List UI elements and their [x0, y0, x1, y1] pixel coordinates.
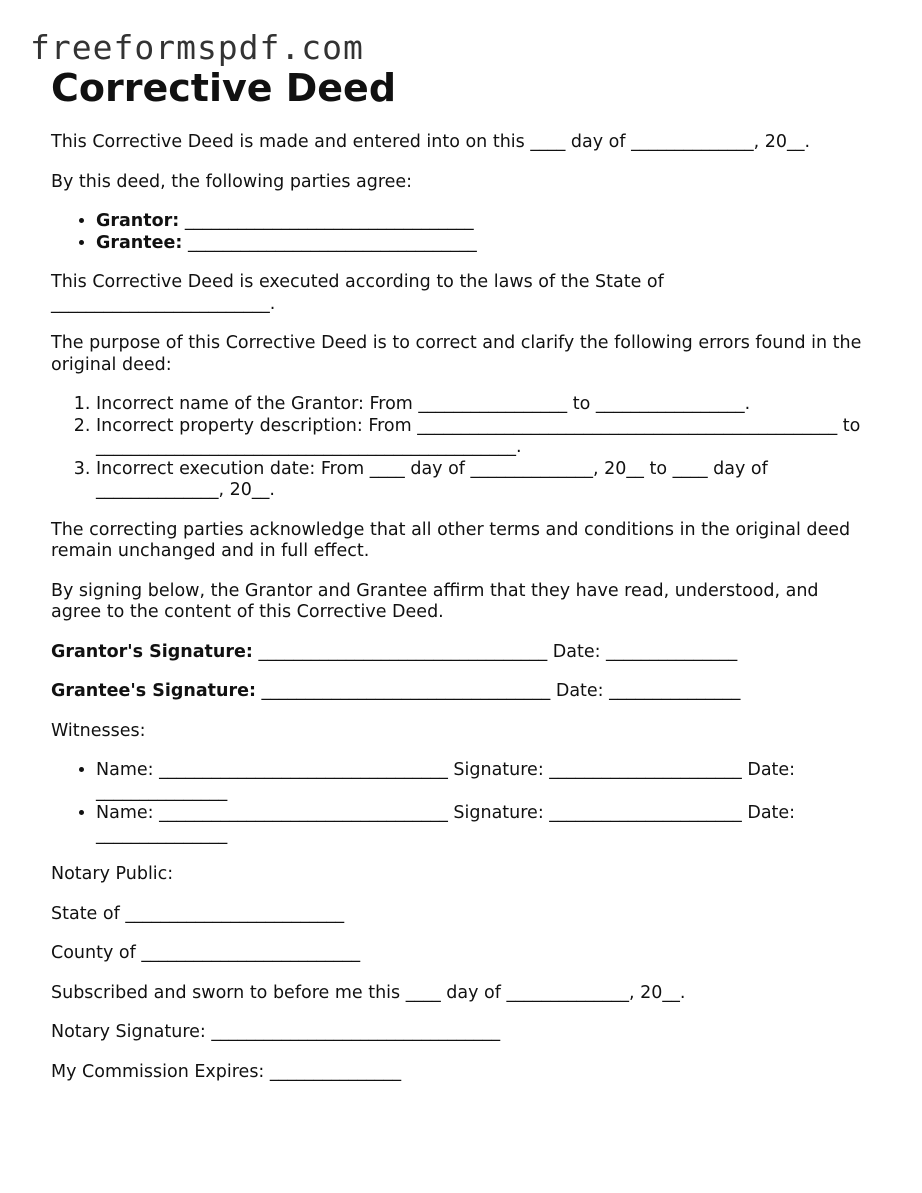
subscribed-line: Subscribed and sworn to before me this ____ day of ______________, 20__. — [51, 982, 686, 1003]
error-item: 1. Incorrect name of the Grantor: From _________________ to _________________. — [96, 394, 866, 416]
state-law-paragraph: This Corrective Deed is executed according to the laws of the State of _________________________. — [51, 272, 664, 314]
document-body — [51, 132, 866, 1101]
list-item-grantee — [96, 233, 866, 255]
parties-list — [51, 211, 866, 254]
witnesses-list — [51, 760, 866, 846]
affirm-paragraph: By signing below, the Grantor and Grantee affirm that they have read, understood, and agree to the content of this Corrective Deed. — [51, 580, 819, 622]
commission-line: My Commission Expires: _______________ — [51, 1061, 402, 1082]
errors-list — [51, 394, 866, 502]
purpose-paragraph: The purpose of this Corrective Deed is to correct and clarify the following errors found in the original deed: — [51, 333, 862, 375]
watermark-logo: freeformspdf.com — [30, 28, 364, 67]
grantor-signature-blank: _________________________________ Date: _______________ — [258, 641, 738, 662]
grantee-signature-line — [51, 681, 866, 703]
state-of-line: State of _________________________ — [51, 903, 345, 924]
county-of-line: County of _________________________ — [51, 943, 361, 963]
list-item-grantor — [96, 211, 866, 233]
parties-intro: By this deed, the following parties agree: — [51, 171, 413, 192]
grantee-blank: _________________________________ — [187, 232, 477, 253]
grantor-blank: _________________________________ — [184, 211, 474, 231]
notary-label: Notary Public: — [51, 864, 174, 884]
witness-item: • Name: _________________________________ Signature: ______________________ Date: _______________ — [96, 803, 866, 846]
acknowledge-paragraph: The correcting parties acknowledge that all other terms and conditions in the original deed remain unchanged and in full effect. — [51, 519, 851, 561]
witnesses-label: Witnesses: — [51, 720, 146, 741]
grantee-signature-label: Grantee's Signature: — [51, 681, 256, 701]
grantor-signature-label: Grantor's Signature: — [51, 641, 253, 662]
notary-signature-line: Notary Signature: _________________________________ — [51, 1022, 501, 1042]
error-item: 2. Incorrect property description: From ________________________________________________ to ________________________________________________. — [96, 416, 866, 459]
witness-item: • Name: _________________________________ Signature: ______________________ Date: _______________ — [96, 760, 866, 803]
grantee-label: Grantee: — [96, 232, 183, 253]
page-title: Corrective Deed — [51, 66, 397, 110]
grantee-signature-blank: _________________________________ Date: _______________ — [261, 681, 741, 701]
grantor-signature-line — [51, 642, 866, 664]
intro-paragraph: This Corrective Deed is made and entered into on this ____ day of ______________, 20__. — [51, 132, 811, 152]
grantor-label: Grantor: — [96, 211, 180, 231]
error-item: 3. Incorrect execution date: From ____ day of ______________, 20__ to ____ day of ______________, 20__. — [96, 459, 866, 502]
